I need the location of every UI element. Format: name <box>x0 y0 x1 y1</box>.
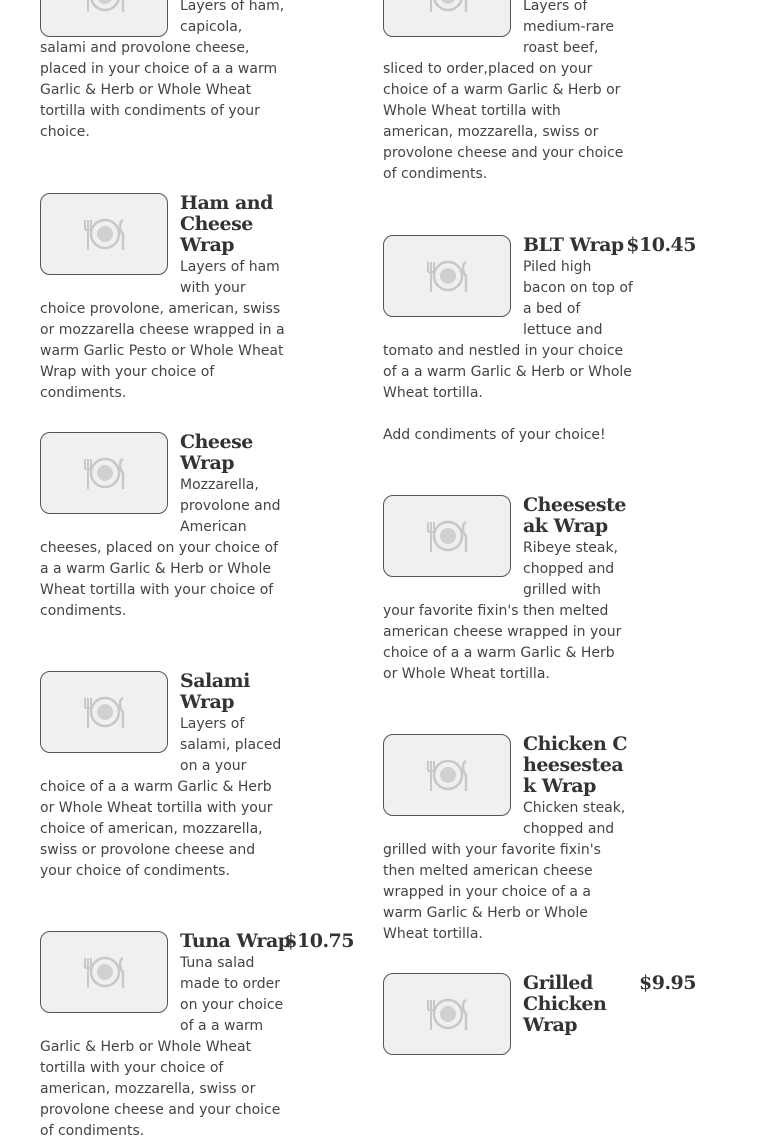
item-description <box>383 538 633 685</box>
plate-fork-knife-icon <box>424 990 472 1038</box>
item-description-text: Piled high bacon on top of a bed of lettuce and tomato and nestled in your choice of a a warm Garlic & Herb or Whole Wheat tortilla. <box>383 259 633 401</box>
item-description <box>383 798 633 945</box>
item-name: Grilled Chicken Wrap <box>523 972 607 1036</box>
item-price: $9.95 <box>639 972 696 994</box>
item-description <box>40 257 290 404</box>
item-description <box>40 714 290 882</box>
item-name: Chicken Cheesesteak Wrap <box>523 733 628 797</box>
item-description-text: Chicken steak, chopped and grilled with your favorite fixin's then melted american cheese wrapped in your choice of a a warm Garlic & Herb or Whole Wheat tortilla. <box>383 800 626 942</box>
item-description <box>40 953 290 1142</box>
item-description-text: Layers of ham, capicola, salami and provolone cheese, placed in your choice of a a warm Garlic & Herb or Whole Wheat tortilla with condiments of your choice. <box>40 0 285 140</box>
item-price: $10.75 <box>284 930 354 952</box>
item-name: Cheesesteak Wrap <box>523 494 626 537</box>
item-name: Ham and Cheese Wrap <box>180 192 273 256</box>
item-description <box>383 257 633 446</box>
item-description-text: Add condiments of your choice! <box>383 427 606 443</box>
item-description <box>40 0 290 143</box>
item-name: Tuna Wrap <box>180 930 291 952</box>
item-name: Salami Wrap <box>180 670 250 713</box>
item-name: BLT Wrap <box>523 234 624 256</box>
plate-fork-knife-icon <box>81 210 129 258</box>
item-description <box>383 0 633 185</box>
item-description-text: Tuna salad made to order on your choice of a a warm Garlic & Herb or Whole Wheat tortilla with your choice of american, mozzarella, swiss or provolone cheese and your choice of condiments. <box>40 955 284 1139</box>
item-description-text: Ribeye steak, chopped and grilled with your favorite fixin's then melted american cheese wrapped in your choice of a a warm Garlic & Herb or Whole Wheat tortilla. <box>383 540 622 682</box>
item-description-text: Layers of ham with your choice provolone, american, swiss or mozzarella cheese wrapped in a warm Garlic Pesto or Whole Wheat Wrap with your choice of condiments. <box>40 259 285 401</box>
item-description-text: Layers of medium-rare roast beef, sliced to order,placed on your choice of a warm Garlic & Herb or Whole Wheat tortilla with american, mozzarella, swiss or provolone cheese and your choice of condiments. <box>383 0 624 182</box>
item-description-text: Layers of salami, placed on a your choice of a a warm Garlic & Herb or Whole Wheat tortilla with your choice of american, mozzarella, swiss or provolone cheese and your choice of condiments. <box>40 716 282 879</box>
item-price: $10.45 <box>626 234 696 256</box>
item-description-text: Mozzarella, provolone and American cheeses, placed on your choice of a a warm Garlic & Herb or Whole Wheat tortilla with your choice of condiments. <box>40 477 281 619</box>
item-name: Cheese Wrap <box>180 431 253 474</box>
plate-fork-knife-icon <box>424 751 472 799</box>
item-description <box>40 475 290 622</box>
item-image-placeholder[interactable] <box>383 973 511 1055</box>
